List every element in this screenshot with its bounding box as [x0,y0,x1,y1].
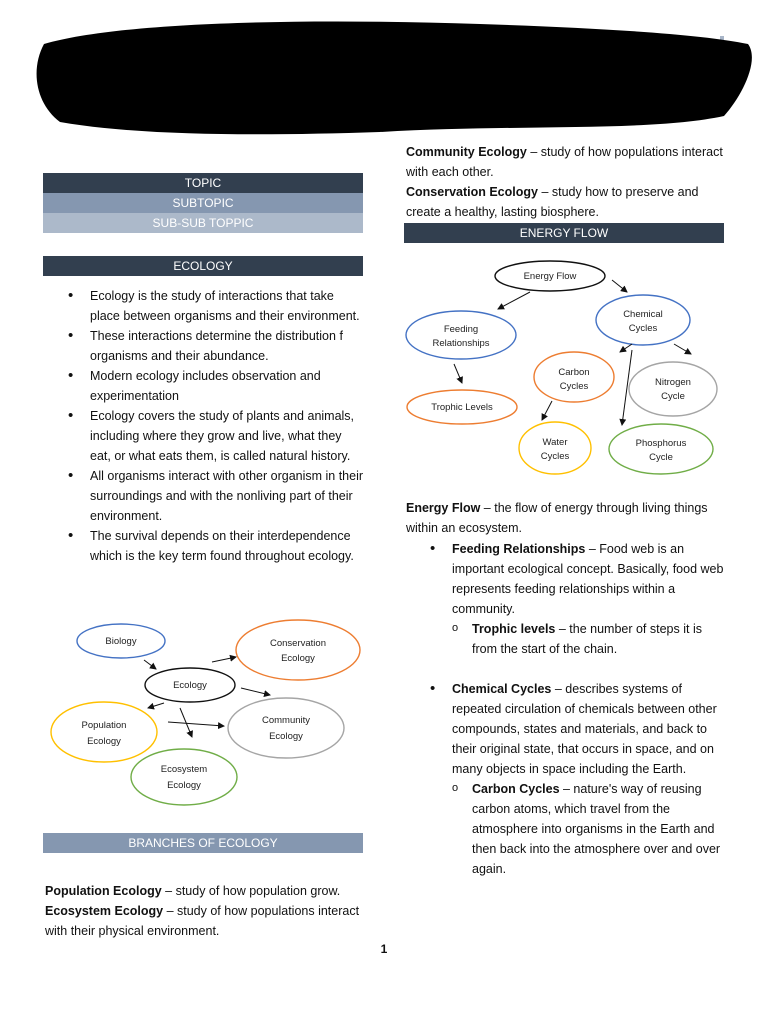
definition: – describes systems of repeated circulation of chemicals between other compounds, states and materials, and back to their original state, that occurs in space, and on many objects in space including the Earth. [452,682,717,776]
definition: – Food web is an important ecological concept. Basically, food web represents feeding relationships within a community. [452,542,724,616]
redacted-header [0,0,768,150]
water-label: Water [542,437,568,448]
energy-flow-label: Energy Flow [523,271,577,282]
chemical-label: Chemical [623,309,663,320]
term: Ecosystem Ecology [45,904,164,918]
ecosystem-label: Ecosystem [160,764,208,775]
energy-flow-def [406,498,726,538]
population-label: Ecology [87,736,121,747]
definition: – the number of steps it is from the start of the chain. [472,622,702,656]
arrow [148,703,164,708]
arrow [168,722,224,726]
trophic-label: Trophic Levels [431,402,493,413]
arrow [612,280,627,292]
list-item: • Modern ecology includes observation and experimentation [64,366,364,406]
energy-flow-header: ENERGY FLOW [404,223,724,243]
community-label: Ecology [269,731,303,742]
arrow [620,344,632,352]
conservation-label: Conservation [270,638,326,649]
chemical-node [596,295,690,345]
arrow [674,344,691,354]
term: Population Ecology [45,884,162,898]
energy-flow-diagram [400,255,730,485]
list-item: • The survival depends on their interdependence which is the key term found throughout ecology. [64,526,364,566]
nitrogen-label: Cycle [661,391,685,402]
term: Carbon Cycles [472,782,560,796]
definition: – study of how populations interact with their physical environment. [45,904,360,938]
carbon-label: Cycles [559,381,589,392]
list-item [426,539,726,659]
community-ecology-def [406,142,726,182]
term: Conservation Ecology [406,185,538,199]
page-number: 1 [380,942,388,956]
definition: – study of how population grow. [161,884,341,898]
population-label: Population [81,720,127,731]
community-node [228,698,344,758]
phosphorus-node [609,424,713,474]
definition: – study how to preserve and create a healthy, lasting biosphere. [406,185,699,219]
arrow [498,292,530,309]
biology-label: Biology [105,636,137,647]
energy-flow-bullets [426,539,726,879]
phosphorus-label: Cycle [649,452,673,463]
arrow [212,657,236,662]
arrow [241,688,270,695]
nitrogen-label: Nitrogen [655,377,691,388]
term: Trophic levels [472,622,556,636]
term: Feeding Relationships [452,542,586,556]
legend-subsubtopic: SUB-SUB TOPPIC [43,213,363,233]
term: Chemical Cycles [452,682,552,696]
feeding-label: Feeding [443,324,479,335]
water-node [519,422,591,474]
legend-topic: TOPIC [43,173,363,193]
ecology-header: ECOLOGY [43,256,363,276]
water-label: Cycles [540,451,570,462]
community-label: Community [261,715,311,726]
feeding-node [406,311,516,359]
arrow [144,660,156,669]
definition: – the flow of energy through living things within an ecosystem. [406,501,708,535]
arrow [542,401,552,420]
list-item: • These interactions determine the distribution f organisms and their abundance. [64,326,364,366]
phosphorus-label: Phosphorus [635,438,687,449]
term: Energy Flow [406,501,481,515]
conservation-ecology-def [406,182,726,222]
sub-list-item [426,779,726,879]
list-item: • Ecology is the study of interactions that take place between organisms and their environment. [64,286,364,326]
arrow [454,364,462,383]
list-item: • All organisms interact with other organism in their surroundings and with the nonliving part of their environment. [64,466,364,526]
ecosystem-node [131,749,237,805]
conservation-label: Ecology [281,653,315,664]
carbon-label: Carbon [558,367,590,378]
ecosystem-label: Ecology [167,780,201,791]
population-node [51,702,157,762]
ecology-label: Ecology [173,680,207,691]
feeding-label: Relationships [432,338,490,349]
branches-header: BRANCHES OF ECOLOGY [43,833,363,853]
chemical-label: Cycles [628,323,658,334]
ecology-diagram [40,615,370,815]
legend-subtopic: SUBTOPIC [43,193,363,213]
conservation-node [236,620,360,680]
ecology-bullets [64,286,364,566]
definition: – nature's way of reusing carbon atoms, which travel from the atmosphere into organisms in the Earth and then back into the atmosphere over and over again. [472,782,721,876]
sub-list-item [426,619,726,659]
ecosystem-ecology-def [45,901,365,941]
population-ecology-def [45,881,365,901]
list-item: • Ecology covers the study of plants and animals, including where they grow and live, what they eat, or what eats them, is called natural history. [64,406,364,466]
term: Community Ecology [406,145,527,159]
definition: – study of how populations interact with each other. [406,145,723,179]
list-item [426,679,726,879]
nitrogen-node [629,362,717,416]
